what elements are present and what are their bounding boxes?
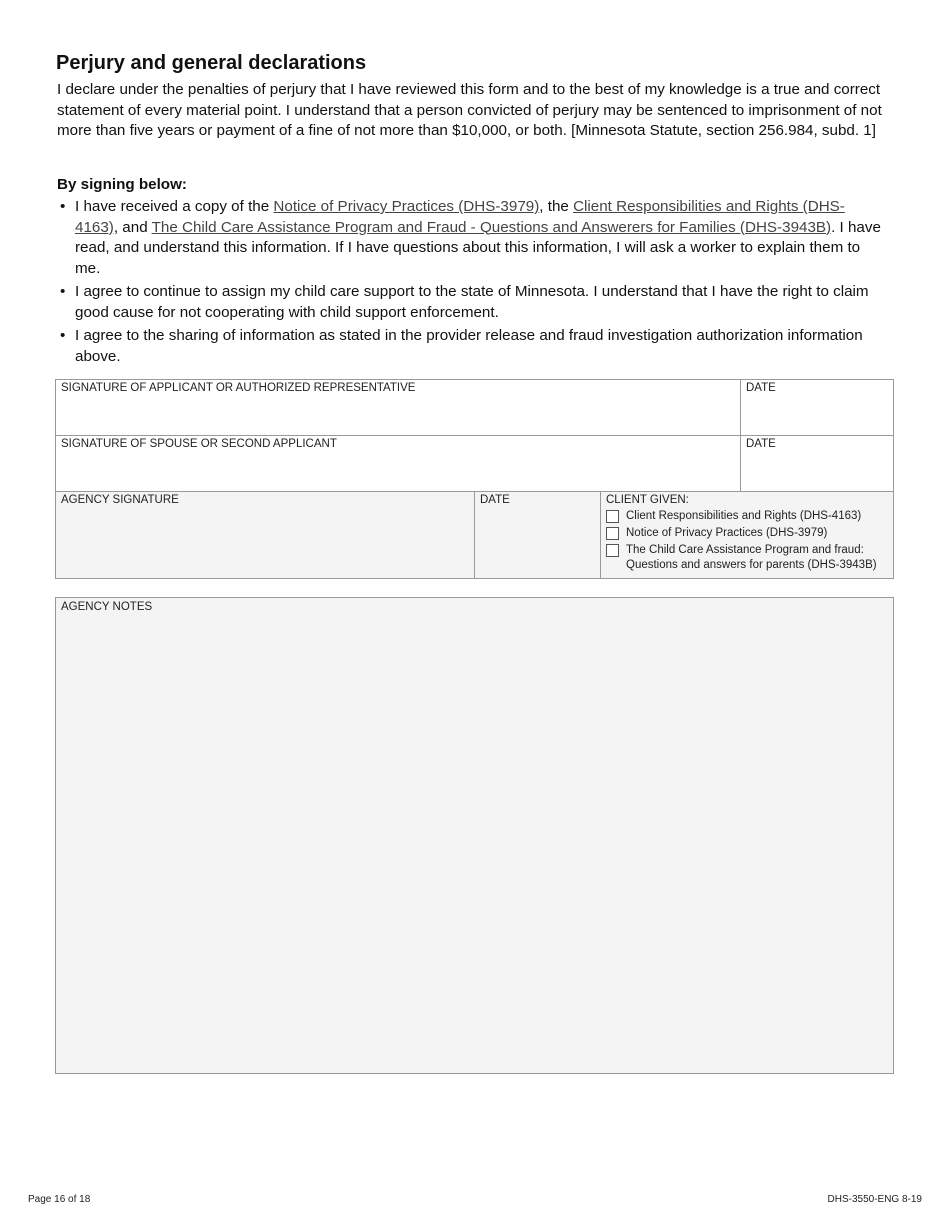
agency-date-label: DATE (480, 494, 510, 506)
agency-signature-label: AGENCY SIGNATURE (61, 494, 179, 506)
bullet-icon: • (60, 198, 66, 215)
bullet-1-text: , and (113, 218, 152, 236)
client-given-item-fraud[interactable] (606, 543, 888, 573)
privacy-practices-link[interactable]: Notice of Privacy Practices (DHS-3979) (273, 198, 540, 215)
signing-bullet-list (57, 197, 887, 370)
bullet-1-text: . I have read, and understand this information. If I have questions about this information, I will ask a worker to explain them to me. (75, 218, 881, 277)
checkbox-rights[interactable] (606, 510, 619, 523)
spouse-date-label: DATE (746, 438, 776, 450)
checkbox-rights-label: Client Responsibilities and Rights (DHS-4163) (626, 510, 862, 522)
agency-notes-label: AGENCY NOTES (61, 601, 153, 613)
bullet-1-text: I have received a copy of the (75, 198, 274, 215)
bullet-icon: • (60, 327, 66, 344)
bullet-2-text: I agree to continue to assign my child care support to the state of Minnesota. I understand that I have the right to claim good cause for not cooperating with child support enforcement. (75, 283, 869, 321)
signing-bullet-3 (57, 326, 887, 367)
spouse-date-field[interactable] (741, 436, 893, 492)
bullet-icon: • (60, 283, 66, 300)
applicant-date-field[interactable] (741, 380, 893, 436)
signing-bullet-1 (57, 197, 887, 279)
client-rights-link[interactable]: Client Responsibilities and Rights (DHS-4163) (75, 198, 845, 236)
perjury-declaration: I declare under the penalties of perjury that I have reviewed this form and to the best of my knowledge is a true and correct statement of every material point. I understand that a person convicted of perjury may be sentenced to imprisonment of not more than five years or payment of a fine of not more than $10,000, or both. [Minnesota Statute, section 256.984, subd. 1] (57, 81, 882, 139)
agency-signature-field[interactable] (56, 492, 475, 578)
spouse-signature-field[interactable] (56, 436, 741, 492)
fraud-qa-link[interactable]: The Child Care Assistance Program and Fraud - Questions and Answerers for Families (DHS-3943B) (151, 218, 832, 236)
column-divider (600, 492, 601, 578)
agency-date-field[interactable] (475, 492, 601, 578)
section-title: Perjury and general declarations (56, 52, 367, 74)
form-id: DHS-3550-ENG 8-19 (827, 1194, 922, 1205)
signing-bullet-2 (57, 282, 887, 323)
client-given-item-rights[interactable] (606, 509, 888, 524)
spouse-signature-label: SIGNATURE OF SPOUSE OR SECOND APPLICANT (61, 438, 337, 450)
checkbox-privacy-label: Notice of Privacy Practices (DHS-3979) (626, 527, 828, 539)
row-divider (56, 435, 893, 436)
checkbox-fraud-label: The Child Care Assistance Program and fraud: Questions and answers for parents (DHS-3943B) (626, 544, 877, 571)
page-number: Page 16 of 18 (28, 1194, 91, 1205)
bullet-3-text: I agree to the sharing of information as stated in the provider release and fraud investigation authorization information above. (75, 327, 863, 365)
checkbox-privacy[interactable] (606, 527, 619, 540)
client-given-section (601, 492, 893, 578)
client-given-item-privacy[interactable] (606, 526, 888, 541)
signing-heading: By signing below: (57, 176, 187, 193)
column-divider (740, 380, 741, 492)
column-divider (474, 492, 475, 578)
bullet-1-text: , the (539, 198, 574, 215)
agency-notes-field[interactable] (55, 597, 894, 1074)
applicant-signature-field[interactable] (56, 380, 741, 436)
client-given-label: CLIENT GIVEN: (606, 494, 689, 506)
applicant-signature-label: SIGNATURE OF APPLICANT OR AUTHORIZED REPRESENTATIVE (61, 382, 416, 394)
applicant-date-label: DATE (746, 382, 776, 394)
checkbox-fraud[interactable] (606, 544, 619, 557)
signature-table (55, 379, 894, 579)
